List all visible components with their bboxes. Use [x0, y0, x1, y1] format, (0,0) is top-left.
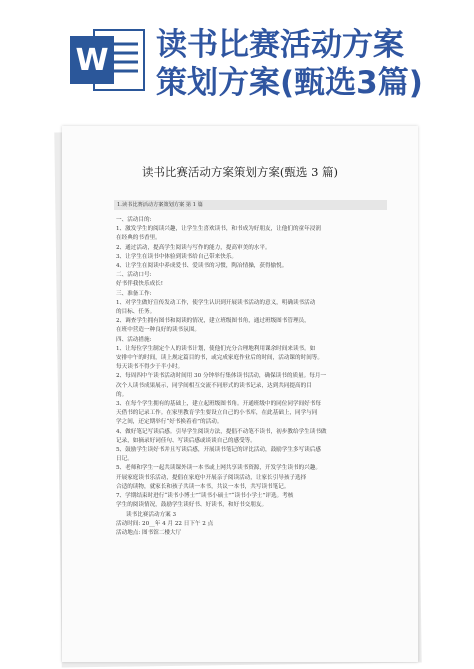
paragraph: 7、学期结束时进行“读书小博士”“读书小硕士”“读书小学士”评选。考核 — [116, 493, 294, 500]
document-title: 读书比赛活动方案策划方案(甄选 3 篇) — [141, 165, 339, 179]
paragraph: 3、在每个学生拥有的基础上，建立起班级图书角。开通班级中的同位同学间好书每 — [116, 401, 321, 408]
paragraph: 记录，如摘录好词佳句、写读后感或谈谈自己的感受等。 — [116, 437, 256, 444]
banner-title — [156, 26, 466, 102]
paragraph: 四、活动措施: — [116, 336, 152, 343]
paragraph: 合适的读物，就家长和孩子共读一本书，共议一本书，共写读书笔记。 — [116, 483, 290, 490]
paragraph: 安排中午的时间，读上规定篇目的书，或完成家庭作业后的时间，活动课的时间等。 — [116, 355, 323, 362]
banner-title-line1: 读书比赛活动方案 — [156, 27, 404, 63]
paragraph: 好书伴我快乐成长! — [116, 281, 163, 288]
section-header: 1.读书比赛活动方案策划方案 第 1 篇 — [114, 200, 387, 210]
paragraph: 1、对学生做好宣传发动工作，使学生认识到开展读书活动的意义，明确读书活动 — [116, 299, 316, 306]
paragraph: 二、活动口号: — [116, 272, 152, 279]
paragraph: 1、激发学生的阅读兴趣，让学生生喜欢读书，和书成为好朋友，让他们的童年浸润 — [116, 226, 321, 233]
footer-line: 活动时间: 20__年 4 月 22 日下午 2 点 — [116, 520, 214, 527]
footer-line: 活动地点: 图书馆二楼大厅 — [116, 529, 182, 536]
paragraph: 在班中营造一种良好的读书氛围。 — [116, 327, 200, 334]
paragraph: 4、让学生在阅读中养成爱书、爱读书的习惯，陶冶情操，获得愉悦。 — [116, 263, 288, 270]
svg-text:W: W — [75, 43, 109, 78]
banner-title-line2: 策划方案(甄选3篇) — [156, 65, 423, 101]
word-document-icon — [66, 24, 148, 96]
paragraph: 1、让每位学生制定个人的读书计划，使他们充分合理地利用课余时间来读书。如 — [116, 345, 316, 352]
paragraph: 5、鼓励学生读好书并且写读后感，开展读书笔记的评比活动，鼓励学生多写读后感 — [116, 447, 321, 454]
paragraph: 一、活动目的: — [116, 217, 152, 223]
paragraph: 学生的阅读情况，鼓励学生读好书、好读书，和好书交朋友。 — [116, 502, 268, 509]
paragraph: 的目标、任务。 — [116, 309, 156, 316]
paragraph: 3、让学生在读书中体验到读书给自己带来快乐。 — [116, 253, 238, 260]
paragraph: 2、调查学生拥有图书和阅读的情况，建立班级图书角，通过班级图书管理员， — [116, 318, 310, 325]
paragraph: 2、每周四中午读书活动时间用 30 分钟举行集体读书活动，确保读书的质量。每月一 — [116, 373, 327, 380]
paragraph: 学之间，还定期举行“好书换着看”的活动。 — [116, 419, 223, 426]
document-page — [62, 126, 418, 662]
paragraph: 三、准备工作: — [116, 290, 152, 297]
paragraph: 在经典的书香里。 — [116, 235, 161, 242]
paragraph: 4、做好笔记写读后感。引导学生阅读方法，提倡不动笔不读书，初步教给学生读书做 — [116, 428, 327, 435]
paragraph: 日记。 — [116, 456, 133, 463]
paragraph: 开展家庭读书乐活动，提倡在家庭中开展亲子阅读活动，让家长引导孩子选择 — [116, 474, 307, 481]
footer-line: 读书比赛活动方案 3 — [126, 511, 177, 518]
document-body — [116, 216, 391, 538]
paragraph: 每天读书不得少于半小时。 — [116, 364, 184, 371]
paragraph: 天借书的记录工作。在家里教育学生要设立自己的小书库，在此基础上，同学与同 — [116, 410, 318, 417]
paragraph: 的。 — [116, 391, 128, 398]
banner — [0, 0, 474, 108]
paragraph: 5、老师和学生一起共读课外读一本书或上网共享读书资源，开发学生读书的兴趣。 — [116, 465, 321, 472]
paragraph: 2、通过活动，提高学生阅读与写作的能力，提高审美的水平。 — [116, 244, 271, 251]
paragraph: 次个人读书成果展示，同学间相互交流不同形式的读书记录，达到共同提高的目 — [116, 382, 312, 389]
